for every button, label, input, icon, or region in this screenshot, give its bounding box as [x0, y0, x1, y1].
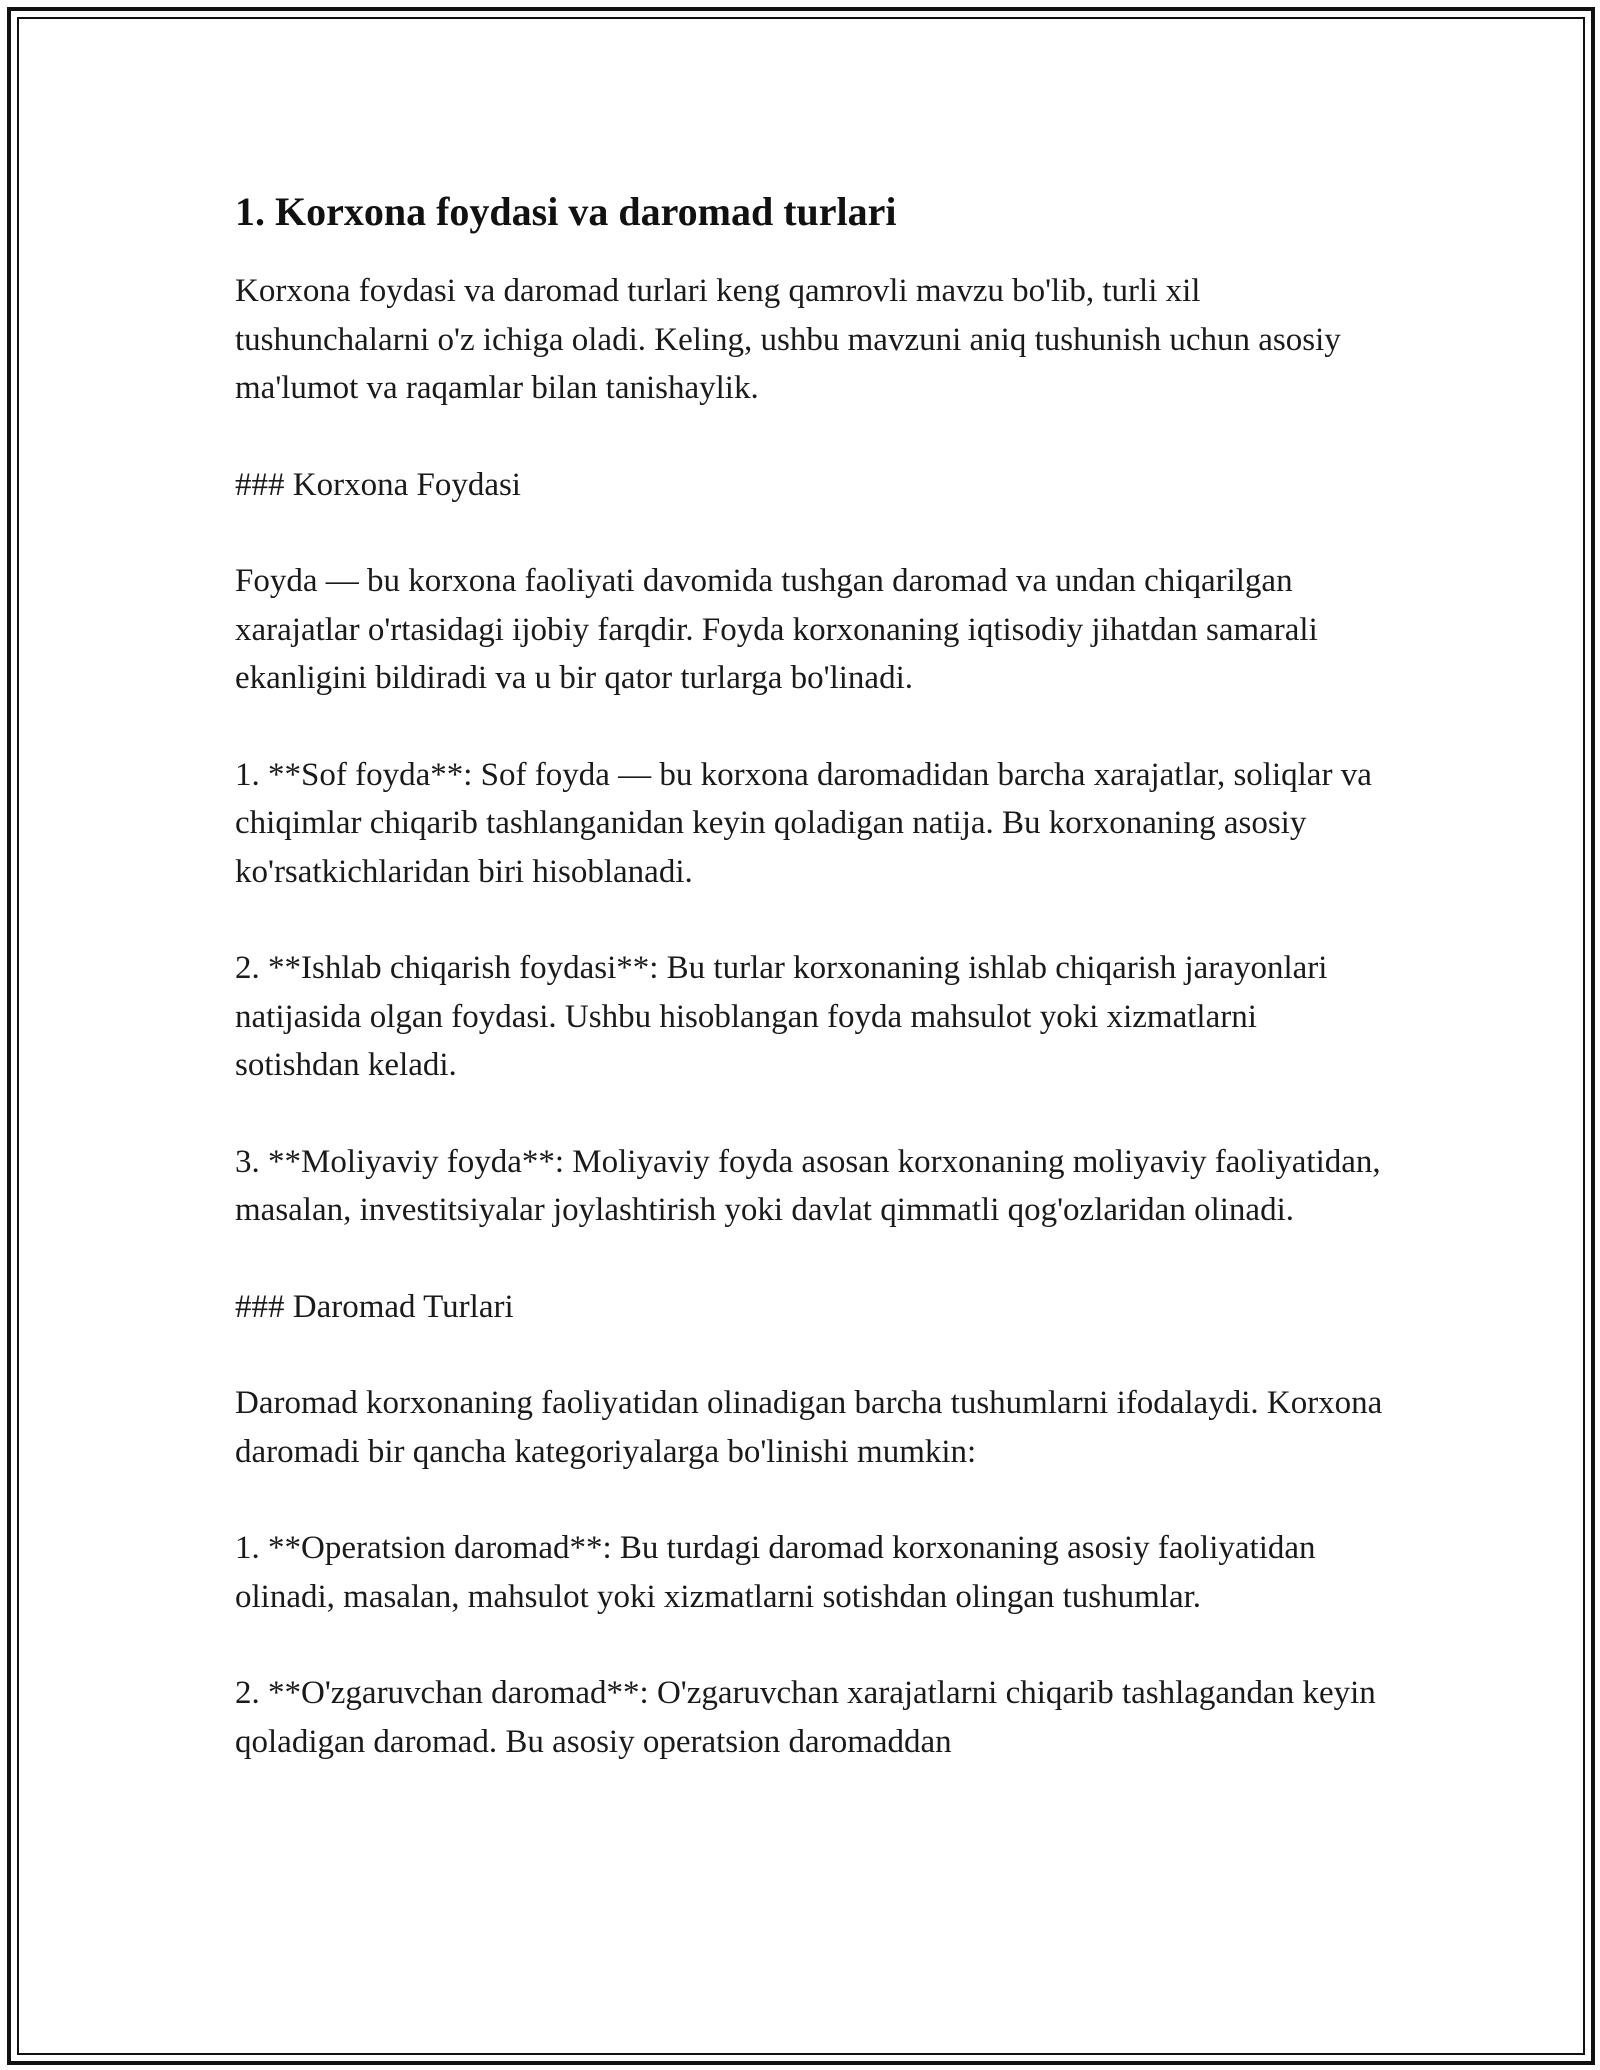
list-item-operatsion-daromad: 1. **Operatsion daromad**: Bu turdagi daromad korxonaning asosiy faoliyatidan olinadi, masalan, mahsulot yoki xizmatlarni sotishdan olingan tushumlar.: [235, 1530, 1316, 1615]
daromad-definition-paragraph: Daromad korxonaning faoliyatidan olinadigan barcha tushumlarni ifodalaydi. Korxona daromadi bir qancha kategoriyalarga bo'linishi mumkin:: [235, 1385, 1383, 1470]
subheading-daromad-turlari: ### Daromad Turlari: [235, 1288, 514, 1325]
list-item-sof-foyda: 1. **Sof foyda**: Sof foyda — bu korxona daromadidan barcha xarajatlar, soliqlar va chiqimlar chiqarib tashlanganidan keyin qoladigan natija. Bu korxonaning asosiy ko'rsatkichlaridan biri hisoblanadi.: [235, 756, 1372, 890]
list-item-ishlab-chiqarish-foydasi: 2. **Ishlab chiqarish foydasi**: Bu turlar korxonaning ishlab chiqarish jarayonlari natijasida olgan foydasi. Ushbu hisoblangan foyda mahsulot yoki xizmatlarni sotishdan keladi.: [235, 950, 1328, 1083]
section-heading: 1. Korxona foydasi va daromad turlari: [235, 189, 897, 234]
intro-paragraph: Korxona foydasi va daromad turlari keng qamrovli mavzu bo'lib, turli xil tushunchalarni o'z ichiga oladi. Keling, ushbu mavzuni aniq tushunish uchun asosiy ma'lumot va raqamlar bilan tanishaylik.: [235, 273, 1341, 406]
subheading-korxona-foydasi: ### Korxona Foydasi: [235, 466, 521, 503]
foyda-definition-paragraph: Foyda — bu korxona faoliyati davomida tushgan daromad va undan chiqarilgan xarajatlar o'rtasidagi ijobiy farqdir. Foyda korxonaning iqtisodiy jihatdan samarali ekanligini bildiradi va u bir qator turlarga bo'linadi.: [235, 563, 1318, 696]
list-item-ozgaruvchan-daromad: 2. **O'zgaruvchan daromad**: O'zgaruvchan xarajatlarni chiqarib tashlagandan keyin qoladigan daromad. Bu asosiy operatsion daromaddan: [235, 1675, 1376, 1760]
document-body: [235, 185, 1385, 1814]
list-item-moliyaviy-foyda: 3. **Moliyaviy foyda**: Moliyaviy foyda asosan korxonaning moliyaviy faoliyatidan, masalan, investitsiyalar joylashtirish yoki davlat qimmatli qog'ozlaridan olinadi.: [235, 1143, 1381, 1228]
